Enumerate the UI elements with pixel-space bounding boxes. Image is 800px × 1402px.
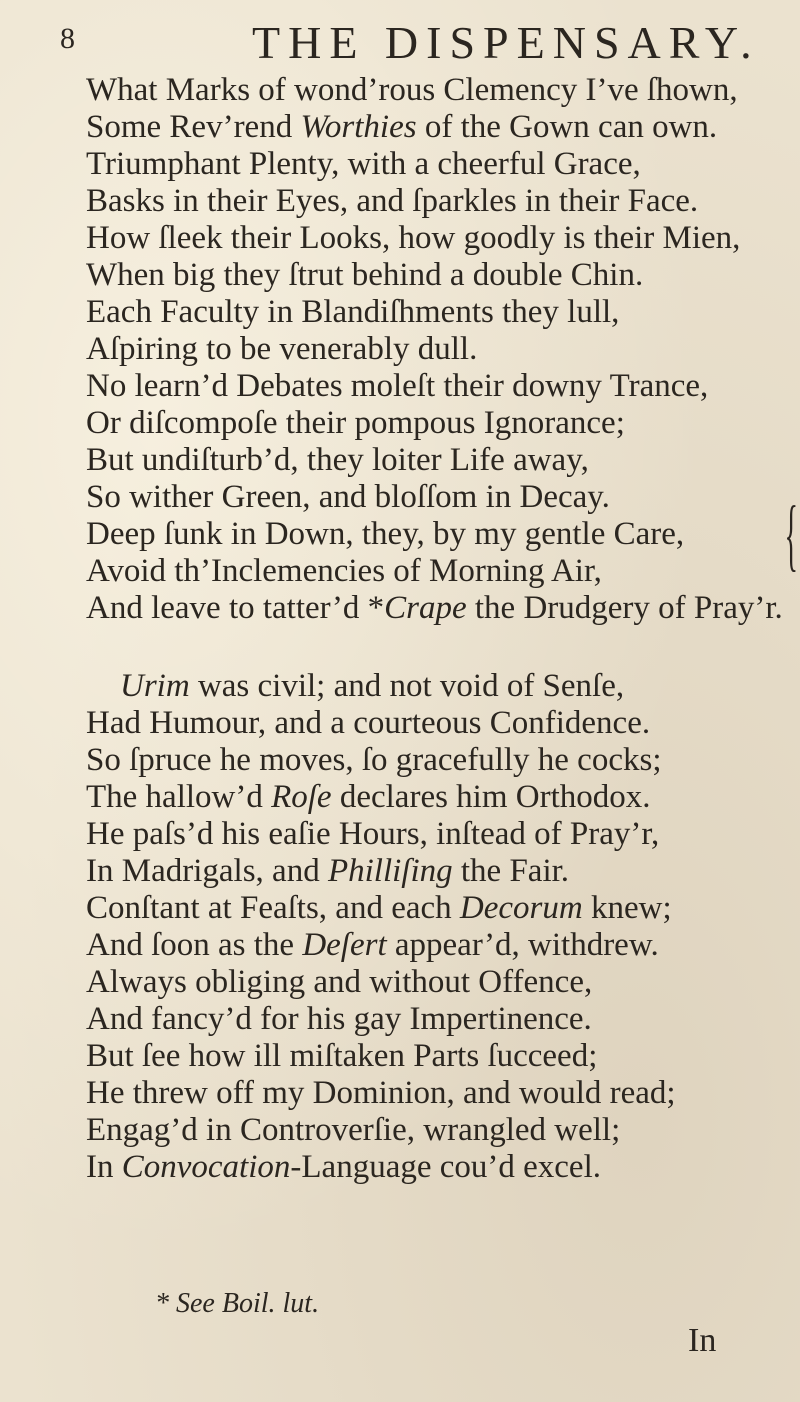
verse-line <box>86 72 738 109</box>
verse-line <box>86 816 659 853</box>
verse-text: And fancy’d for his gay Impertinence. <box>86 1001 592 1037</box>
verse-text: Some Rev’rend <box>86 109 301 145</box>
verse-italic: Urim <box>120 668 190 704</box>
verse-text: In Madrigals, and <box>86 853 328 889</box>
verse-text: How ſleek their Looks, how goodly is their Mien, <box>86 220 741 256</box>
verse-text: Or diſcompoſe their pompous Ignorance; <box>86 405 625 441</box>
verse-italic: Decorum <box>459 890 583 926</box>
verse-line <box>86 331 477 368</box>
running-title: THE DISPENSARY. <box>252 17 760 68</box>
verse-text: the Fair. <box>452 853 570 889</box>
verse-text: He paſs’d his eaſie Hours, inſtead of Pray’r, <box>86 816 660 852</box>
verse-text: So wither Green, and bloſſom in Decay. <box>86 479 610 515</box>
page-header <box>52 16 760 72</box>
verse-text: But undiſturb’d, they loiter Life away, <box>86 442 589 478</box>
verse-text: Each Faculty in Blandiſhments they lull, <box>86 294 620 330</box>
verse-line <box>86 257 643 294</box>
verse-line <box>86 927 659 964</box>
verse-line <box>86 1038 597 1075</box>
verse-text: Engag’d in Controverſie, wrangled well; <box>86 1112 621 1148</box>
verse-text: Aſpiring to be venerably dull. <box>86 331 478 367</box>
verse-text: Always obliging and without Offence, <box>86 964 593 1000</box>
verse-line <box>86 1001 592 1038</box>
verse-line <box>86 890 672 927</box>
verse-text: So ſpruce he moves, ſo gracefully he cocks; <box>86 742 662 778</box>
verse-text: the Drudgery of Pray’r. <box>466 590 783 626</box>
catchword: In <box>688 1322 717 1359</box>
verse-text: was civil; and not void of Senſe, <box>189 668 625 704</box>
verse-text: Basks in their Eyes, and ſparkles in their Face. <box>86 183 699 219</box>
verse-text: No learn’d Debates moleſt their downy Trance, <box>86 368 709 404</box>
verse-text: Deep ſunk in Down, they, by my gentle Care, <box>86 516 685 552</box>
verse-text: And leave to tatter’d * <box>86 590 385 626</box>
verse-line <box>86 146 641 183</box>
verse-line <box>86 294 619 331</box>
verse-text: of the Gown can own. <box>416 109 718 145</box>
verse-text: And ſoon as the <box>86 927 303 963</box>
brace-mark: { <box>784 491 798 579</box>
verse-line <box>86 590 783 627</box>
verse-italic: Worthies <box>300 109 417 145</box>
verse-text: Conſtant at Feaſts, and each <box>86 890 460 926</box>
footnote: * See Boil. lut. <box>155 1288 320 1319</box>
verse-line <box>86 183 698 220</box>
verse-text: In <box>86 1149 122 1185</box>
verse-italic: Philliſing <box>327 853 453 889</box>
verse-italic: Roſe <box>271 779 332 815</box>
verse-line <box>86 1112 620 1149</box>
verse-line <box>86 1149 601 1186</box>
verse-text: But ſee how ill miſtaken Parts ſucceed; <box>86 1038 598 1074</box>
verse-line <box>86 779 651 816</box>
verse-line <box>86 853 569 890</box>
verse-line <box>86 705 650 742</box>
verse-text: What Marks of wond’rous Clemency I’ve ſhown, <box>86 72 738 108</box>
verse-text: knew; <box>582 890 672 926</box>
verse-text: -Language cou’d excel. <box>290 1149 601 1185</box>
verse-line <box>86 516 684 553</box>
verse-italic: Convocation <box>121 1149 291 1185</box>
page-number: 8 <box>60 22 76 55</box>
verse-text: The hallow’d <box>86 779 272 815</box>
verse-line <box>86 405 625 442</box>
verse-text: declares him Orthodox. <box>331 779 651 815</box>
verse-text: Triumphant Plenty, with a cheerful Grace, <box>86 146 641 182</box>
verse-line <box>86 1075 676 1112</box>
verse-line <box>120 668 624 705</box>
verse-text: appear’d, withdrew. <box>386 927 659 963</box>
verse-text: Had Humour, and a courteous Confidence. <box>86 705 651 741</box>
verse-line <box>86 964 592 1001</box>
verse-italic: Crape <box>384 590 467 626</box>
verse-line <box>86 553 602 590</box>
verse-line <box>86 442 589 479</box>
verse-line <box>86 742 662 779</box>
verse-line <box>86 479 610 516</box>
verse-line <box>86 109 717 146</box>
verse-text: Avoid th’Inclemencies of Morning Air, <box>86 553 602 589</box>
verse-line <box>86 368 708 405</box>
verse-text: When big they ſtrut behind a double Chin. <box>86 257 644 293</box>
verse-text: He threw off my Dominion, and would read; <box>86 1075 676 1111</box>
verse-italic: Deſert <box>302 927 387 963</box>
verse-line <box>86 220 740 257</box>
